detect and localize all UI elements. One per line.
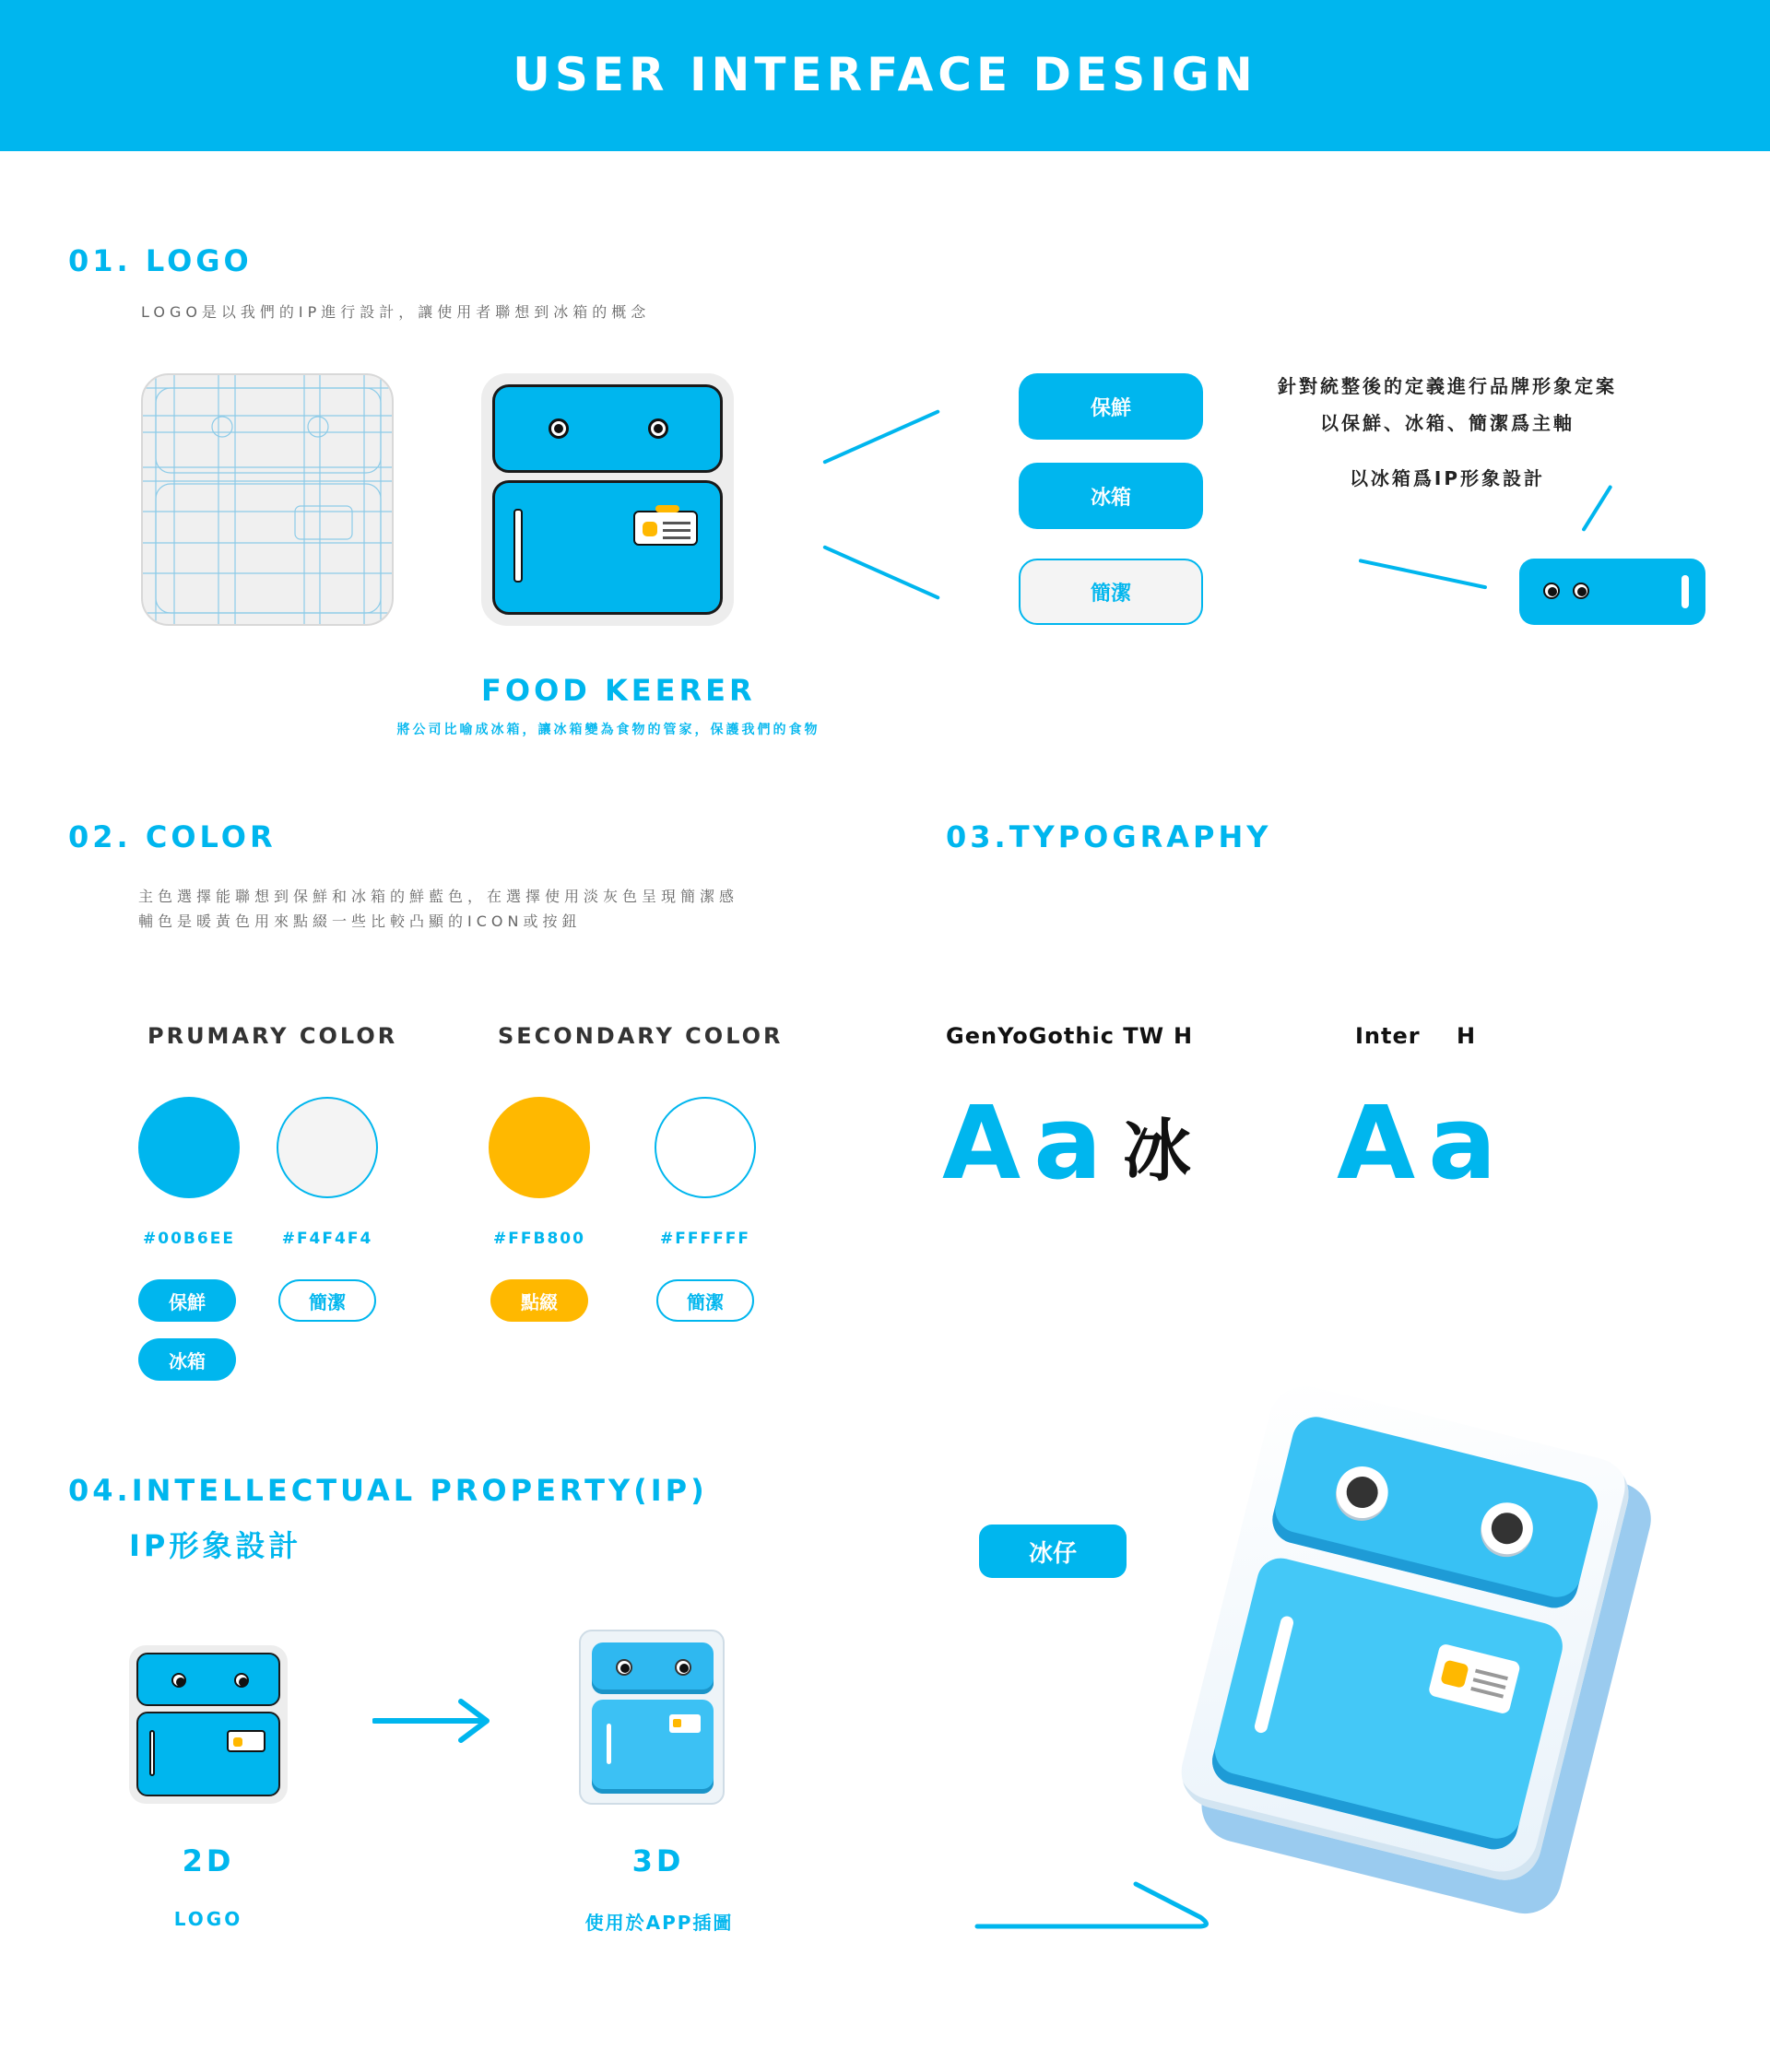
tag-fridge: 冰箱	[1019, 463, 1203, 529]
swatch-yellow	[489, 1097, 590, 1198]
ip-section-subtitle: IP形象設計	[129, 1528, 302, 1563]
connector-line	[1581, 485, 1612, 532]
tag-accent-yellow: 點綴	[490, 1279, 588, 1322]
left-eye-icon	[1543, 583, 1560, 599]
concept-line-1: 針對統整後的定義進行品牌形象定案	[1278, 375, 1617, 397]
id-card-icon	[227, 1730, 266, 1752]
concept-line-3: 以冰箱爲IP形象設計	[1349, 467, 1546, 489]
fridge-top-door	[492, 384, 723, 473]
id-card-icon	[669, 1714, 701, 1733]
connector-line	[822, 409, 940, 465]
secondary-color-label: SECONDARY COLOR	[498, 1023, 784, 1049]
tag-simple-grey: 簡潔	[278, 1279, 376, 1322]
color-description-1: 主色選擇能聯想到保鮮和冰箱的鮮藍色，在選擇使用淡灰色呈現簡潔感	[138, 888, 739, 905]
ip-2d-fridge	[129, 1645, 288, 1804]
font2-sample: Aa	[1337, 1084, 1510, 1202]
tag-fresh: 保鮮	[1019, 373, 1203, 440]
color-section-title: 02. COLOR	[68, 819, 277, 854]
swatch-grey	[277, 1097, 378, 1198]
fridge-bottom-door	[492, 480, 723, 615]
font1-weight: H	[1174, 1023, 1196, 1049]
swoosh-line	[972, 1871, 1211, 1936]
page-title: USER INTERFACE DESIGN	[513, 48, 1257, 101]
mascot-name-tag: 冰仔	[979, 1525, 1127, 1578]
color-description-2: 輔色是暖黃色用來點綴一些比較凸顯的ICON或按鈕	[138, 912, 582, 930]
font2-name: Inter	[1355, 1023, 1421, 1049]
logo-horizontal	[1519, 559, 1705, 625]
brand-name: FOOD KEERER	[481, 673, 756, 708]
swatch-white	[655, 1097, 756, 1198]
connector-line	[1359, 559, 1488, 589]
right-eye-icon	[648, 418, 668, 439]
mascot-3d	[1167, 1378, 1663, 1921]
tag-simple: 簡潔	[1019, 559, 1203, 625]
grid-lines	[143, 375, 394, 626]
hex-blue: #00B6EE	[143, 1230, 235, 1248]
handle-icon	[607, 1724, 611, 1764]
arrow-right-icon	[372, 1698, 492, 1744]
caption-2d: LOGO	[173, 1908, 243, 1930]
tag-fresh-blue: 保鮮	[138, 1279, 236, 1322]
ip-section-title: 04.INTELLECTUAL PROPERTY(IP)	[68, 1473, 708, 1508]
left-eye-icon	[171, 1673, 186, 1688]
right-eye-icon	[1573, 583, 1589, 599]
hex-yellow: #FFB800	[493, 1230, 585, 1248]
font1-name: GenYoGothic TW	[946, 1023, 1165, 1049]
typography-section-title: 03.TYPOGRAPHY	[946, 819, 1272, 854]
id-card-icon	[633, 511, 698, 546]
tag-simple-white: 簡潔	[656, 1279, 754, 1322]
hex-white: #FFFFFF	[660, 1230, 750, 1248]
left-eye-icon	[549, 418, 569, 439]
caption-3d: 使用於APP插圖	[584, 1912, 734, 1934]
id-card-icon	[1428, 1642, 1521, 1714]
handle-icon	[1253, 1615, 1294, 1735]
right-eye-icon	[675, 1659, 691, 1676]
ip-3d-fridge	[579, 1630, 725, 1805]
logo-section-title: 01. LOGO	[68, 243, 253, 278]
primary-color-label: PRUMARY COLOR	[148, 1023, 398, 1049]
logo-grid-sketch	[141, 373, 394, 626]
fridge-bottom-door	[592, 1700, 714, 1794]
fridge-top-door	[592, 1642, 714, 1694]
brand-tagline: 將公司比喻成冰箱，讓冰箱變為食物的管家，保護我們的食物	[396, 723, 820, 737]
handle-icon	[149, 1730, 155, 1776]
left-eye-icon	[616, 1659, 632, 1676]
font1-sample-cjk: 冰	[1123, 1112, 1191, 1191]
fridge-bottom-door	[136, 1712, 280, 1796]
swatch-blue	[138, 1097, 240, 1198]
connector-line	[822, 545, 940, 600]
right-eye-icon	[1476, 1497, 1539, 1560]
logo-description: LOGO是以我們的IP進行設計，讓使用者聯想到冰箱的概念	[141, 303, 651, 321]
left-eye-icon	[1331, 1461, 1394, 1524]
font2-weight: H	[1457, 1023, 1479, 1049]
font1-sample-latin: Aa	[942, 1084, 1115, 1202]
hex-grey: #F4F4F4	[281, 1230, 373, 1248]
right-eye-icon	[234, 1673, 249, 1688]
tag-fridge-blue: 冰箱	[138, 1338, 236, 1381]
concept-line-2: 以保鮮、冰箱、簡潔爲主軸	[1320, 412, 1575, 434]
label-2d: 2D	[182, 1843, 235, 1878]
label-3d: 3D	[631, 1843, 685, 1878]
logo-2d-fridge	[481, 373, 734, 626]
fridge-top-door	[136, 1653, 280, 1706]
handle-icon	[1682, 575, 1689, 608]
handle-icon	[513, 509, 523, 583]
